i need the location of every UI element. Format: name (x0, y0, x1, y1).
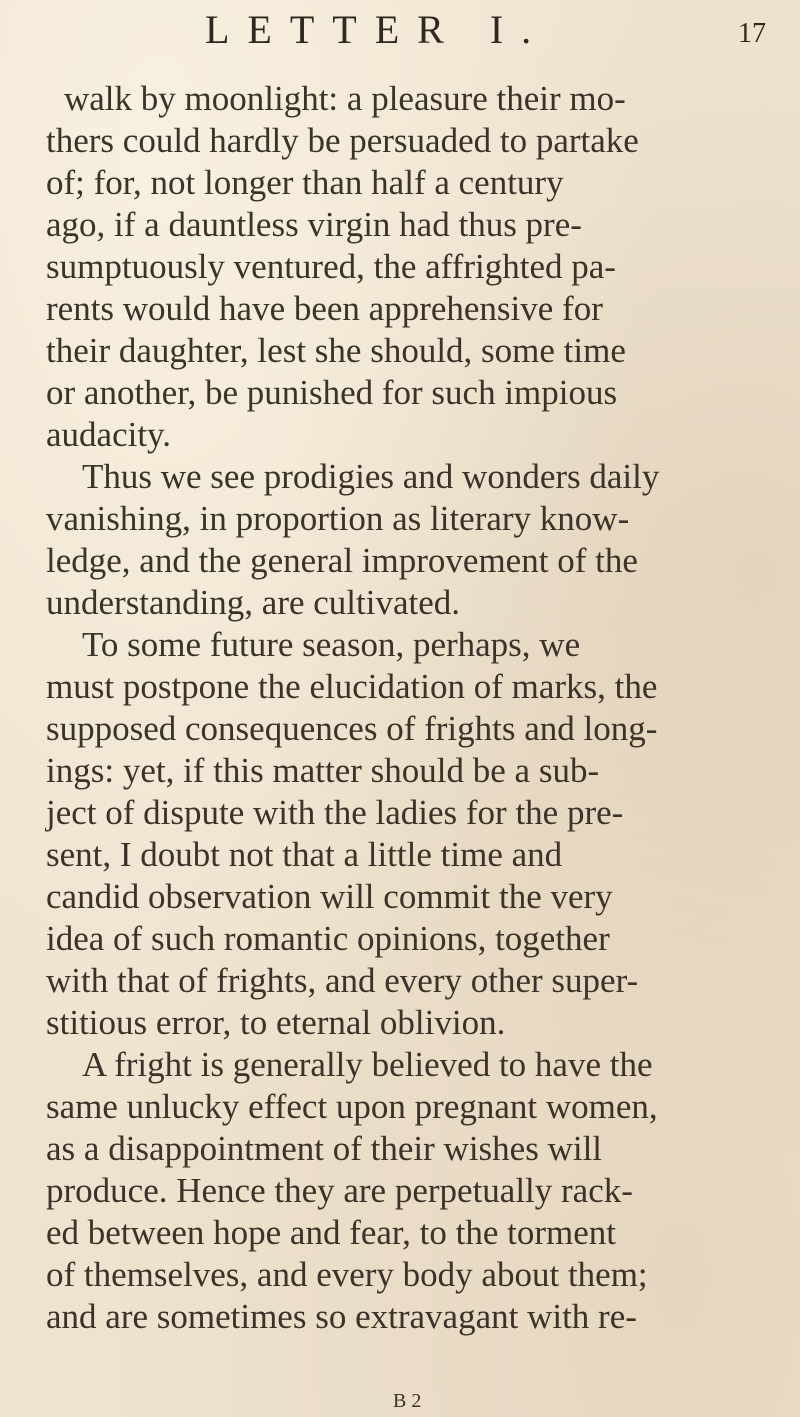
running-head (0, 6, 800, 66)
text-line: must postpone the elucidation of marks, the (46, 667, 658, 706)
text-line: Thus we see prodigies and wonders daily (82, 457, 660, 496)
text-line: thers could hardly be persuaded to partake (46, 121, 639, 160)
text-line: To some future season, perhaps, we (82, 625, 581, 664)
text-line: ledge, and the general improvement of the (46, 541, 638, 580)
text-line: walk by moonlight: a pleasure their mo- (64, 79, 626, 118)
running-title: LETTER I. (205, 7, 550, 52)
text-line: audacity. (46, 415, 172, 454)
text-line: sumptuously ventured, the affrighted pa- (46, 247, 616, 286)
text-line: as a disappointment of their wishes will (46, 1129, 603, 1168)
text-line: with that of frights, and every other super- (46, 961, 639, 1000)
text-line: ago, if a dauntless virgin had thus pre- (46, 205, 582, 244)
page-number: 17 (738, 18, 766, 49)
text-line: of; for, not longer than half a century (46, 163, 564, 202)
text-line: A fright is generally believed to have the (82, 1045, 653, 1084)
text-line: supposed consequences of frights and long- (46, 709, 658, 748)
text-line: same unlucky effect upon pregnant women, (46, 1087, 658, 1126)
text-line: idea of such romantic opinions, together (46, 919, 610, 958)
text-line: or another, be punished for such impious (46, 373, 618, 412)
text-line: produce. Hence they are perpetually rack- (46, 1171, 633, 1210)
text-line: their daughter, lest she should, some time (46, 331, 626, 370)
text-line: ject of dispute with the ladies for the pre- (46, 793, 624, 832)
text-line: of themselves, and every body about them; (46, 1255, 648, 1294)
text-line: vanishing, in proportion as literary know- (46, 499, 630, 538)
text-line: and are sometimes so extravagant with re- (46, 1297, 637, 1336)
signature-mark: B 2 (393, 1390, 422, 1412)
text-line: rents would have been apprehensive for (46, 289, 603, 328)
text-line: sent, I doubt not that a little time and (46, 835, 563, 874)
text-line: candid observation will commit the very (46, 877, 613, 916)
text-line: understanding, are cultivated. (46, 583, 461, 622)
text-line: ings: yet, if this matter should be a sub- (46, 751, 600, 790)
text-line: stitious error, to eternal oblivion. (46, 1003, 506, 1042)
text-line: ed between hope and fear, to the torment (46, 1213, 617, 1252)
